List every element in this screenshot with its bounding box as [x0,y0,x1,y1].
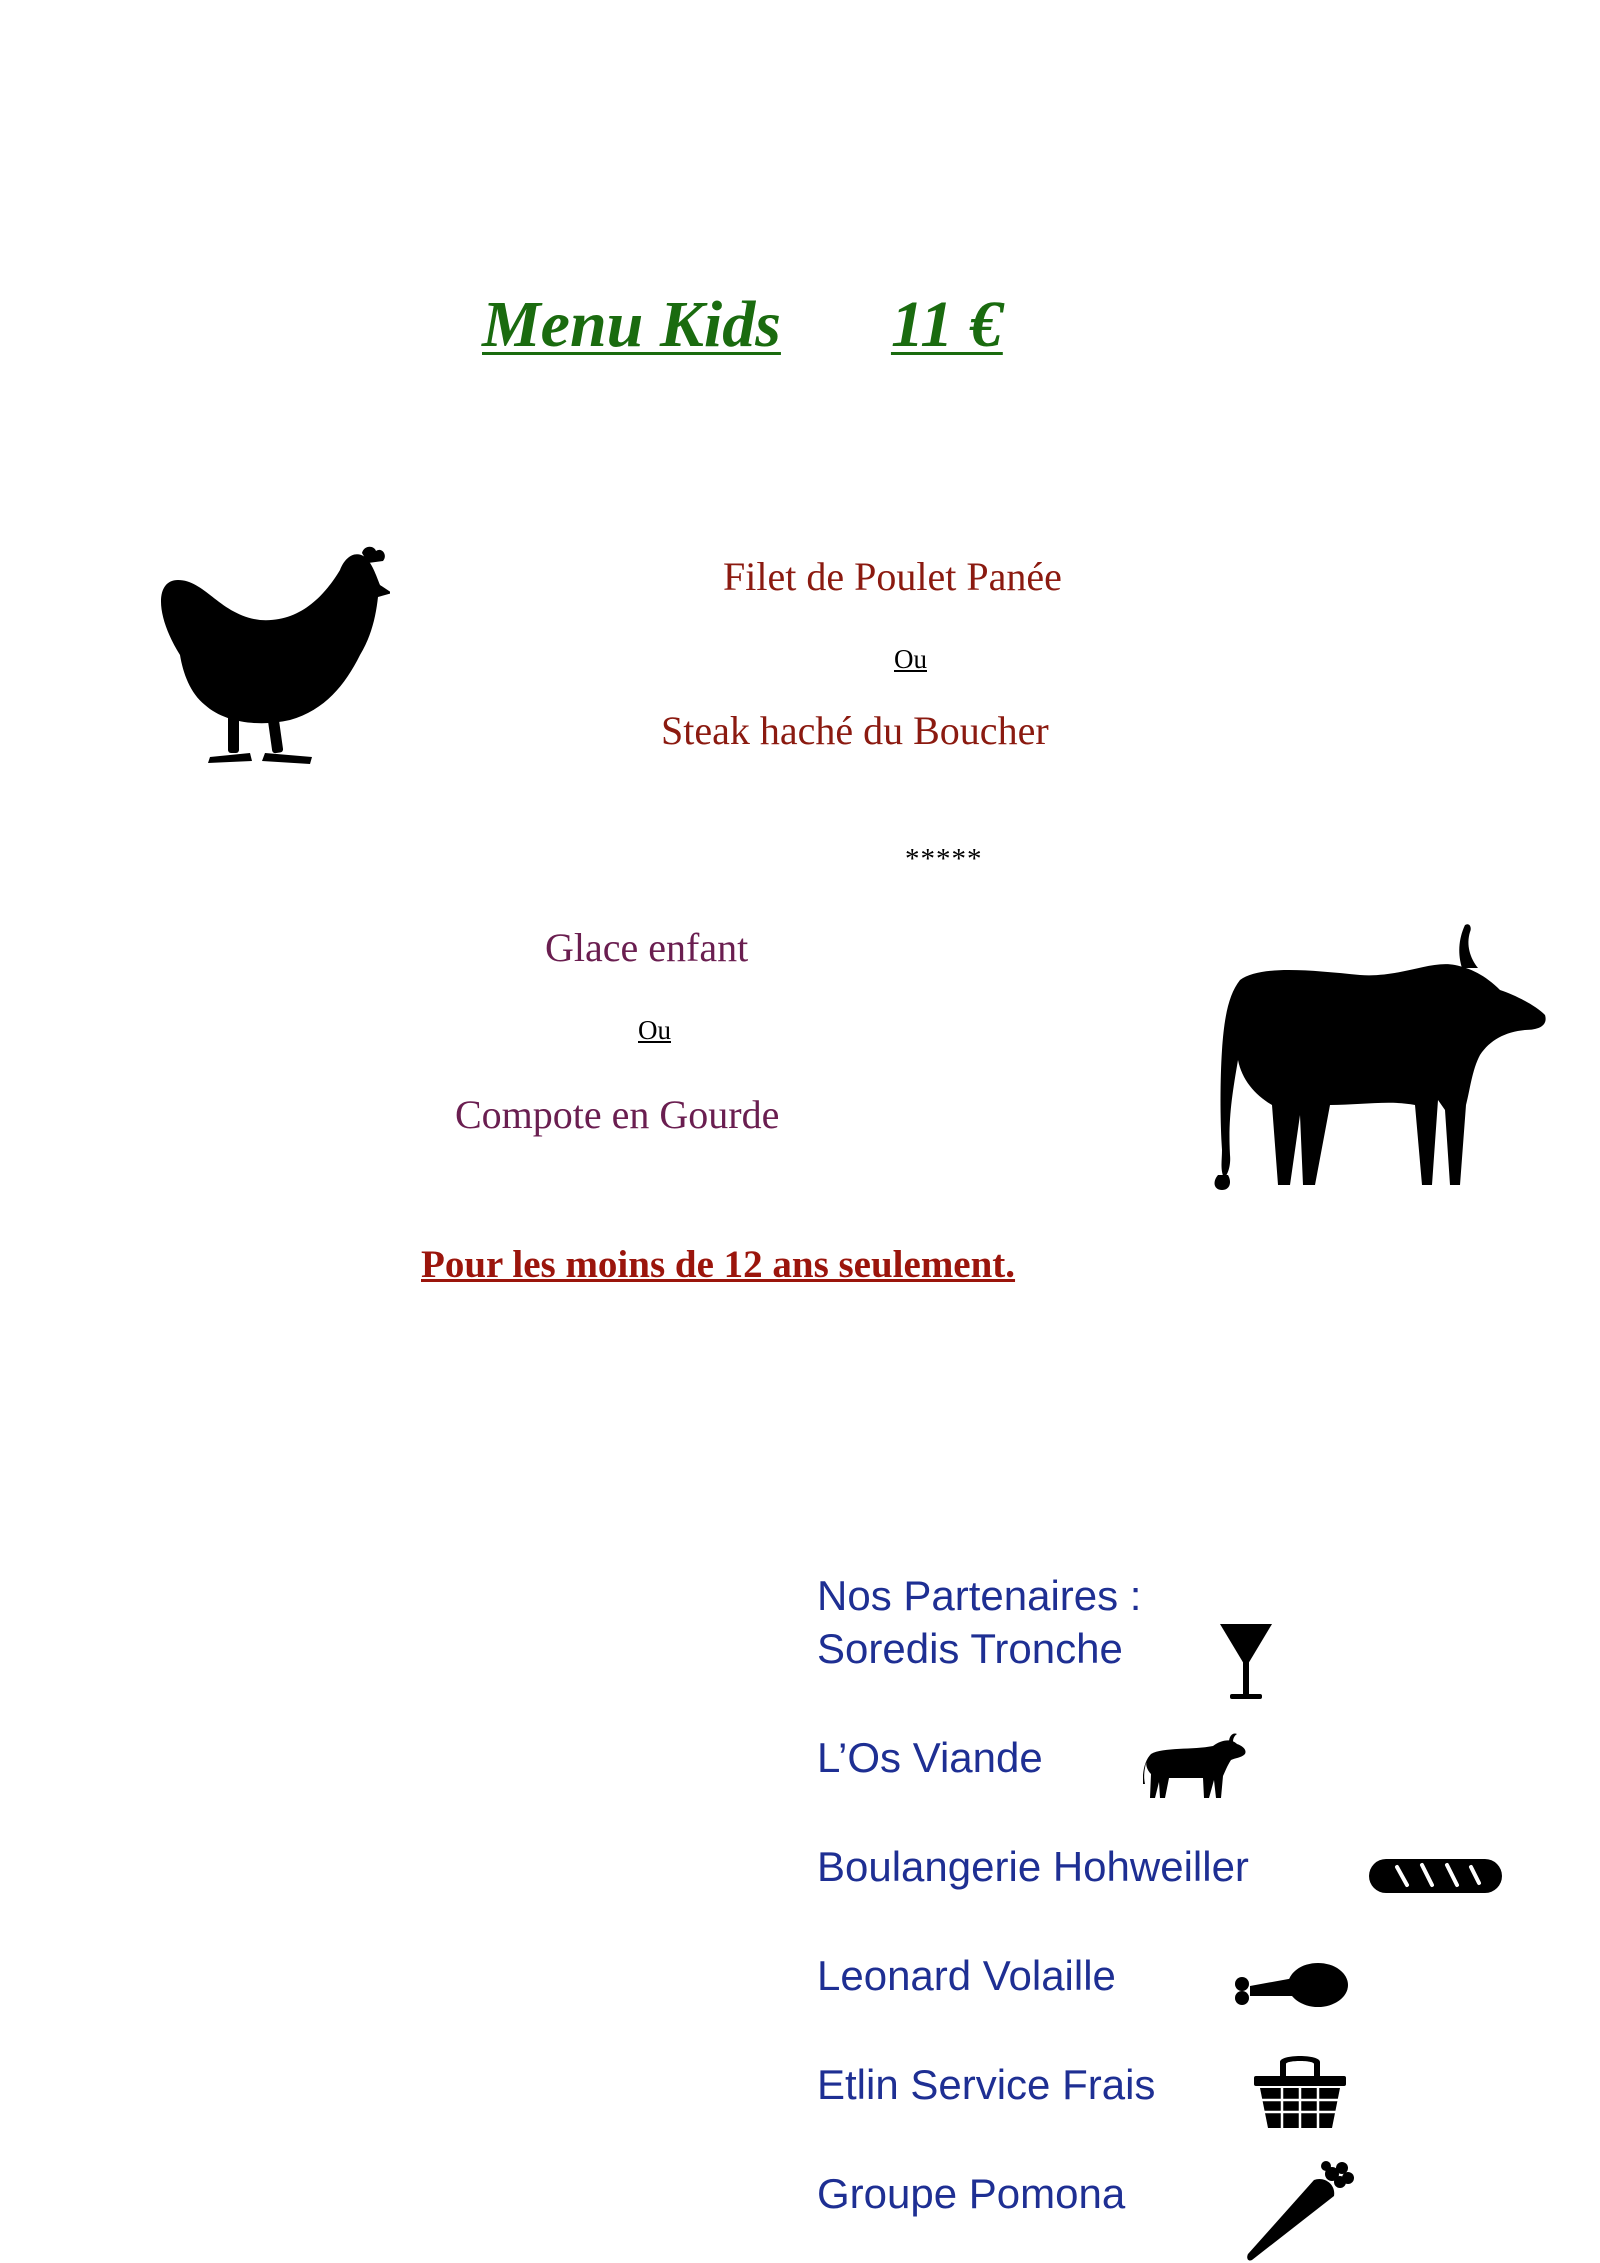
menu-title [482,288,1003,361]
partner-etlin-service-frais: Etlin Service Frais [817,2061,1156,2108]
dessert-option-ice-cream: Glace enfant [545,925,749,970]
hen-icon [150,545,390,775]
partner-boulangerie-hohweiller: Boulangerie Hohweiller [817,1843,1249,1890]
chicken-leg-icon [1230,1958,1350,2016]
bull-icon [1200,920,1550,1190]
partner-groupe-pomona: Groupe Pomona [817,2170,1126,2217]
main-option-chicken: Filet de Poulet Panée [723,554,1062,599]
dessert-option-compote: Compote en Gourde [455,1092,780,1137]
partners-heading: Nos Partenaires : [817,1572,1142,1619]
cocktail-glass-icon [1218,1622,1274,1702]
mains-or-separator: Ou [894,644,927,674]
section-divider: ***** [905,843,983,875]
desserts-or-separator: Ou [638,1015,671,1045]
baguette-icon [1367,1855,1504,1897]
menu-name: Menu Kids [482,288,781,361]
partner-los-viande: L’Os Viande [817,1734,1043,1781]
cow-icon [1143,1732,1248,1802]
partner-soredis-tronche: Soredis Tronche [817,1625,1123,1672]
menu-price: 11 € [890,288,1003,361]
basket-icon [1252,2050,1348,2130]
age-restriction-note: Pour les moins de 12 ans seulement. [421,1243,1016,1286]
partner-leonard-volaille: Leonard Volaille [817,1952,1116,1999]
carrot-icon [1244,2158,1359,2263]
main-option-steak: Steak haché du Boucher [661,708,1049,753]
